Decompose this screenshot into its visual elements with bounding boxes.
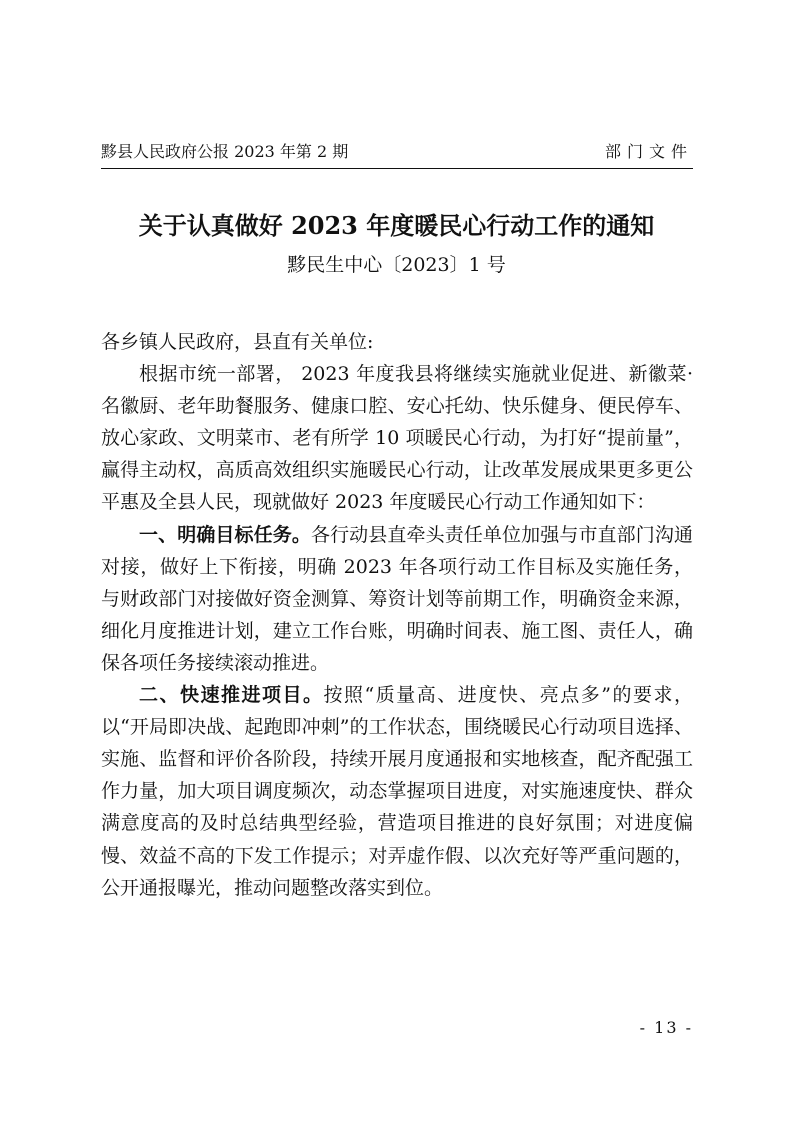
section-label: 部门文件 [604,142,693,161]
page-header [101,140,693,164]
page-number: - 13 - [639,1018,693,1037]
section-2-text: 按照“质量高、进度快、亮点多”的要求，以“开局即决战、起跑即冲刺”的工作状态，围绕暖民心行动项目选择、实施、监督和评价各阶段，持续开展月度通报和实地核查，配齐配强工作力量，加大项目调度频次，动态掌握项目进度，对实施速度快、群众满意度高的及时总结典型经验，营造项目推进的良好氛围；对进度偏慢、效益不高的下发工作提示；对弄虚作假、以次充好等严重问题的，公开通报曝光，推动问题整改落实到位。 [101,684,693,899]
bulletin-issue-label: 黟县人民政府公报 2023 年第 2 期 [101,142,349,161]
document-body [101,326,693,904]
section-2-paragraph [101,679,693,904]
document-number: 黟民生中心〔2023〕1 号 [287,254,506,276]
header-divider [101,168,693,169]
section-1-heading: 一、明确目标任务。 [139,523,311,546]
section-1-text: 各行动县直牵头责任单位加强与市直部门沟通对接，做好上下衔接，明确 2023 年各项行动工作目标及实施任务，与财政部门对接做好资金测算、筹资计划等前期工作，明确资金来源，细化月度推进计划，建立工作台账，明确时间表、施工图、责任人，确保各项任务接续滚动推进。 [101,523,693,674]
document-title: 关于认真做好 2023 年度暖民心行动工作的通知 [138,211,655,240]
salutation: 各乡镇人民政府，县直有关单位: [101,331,374,353]
intro-paragraph: 根据市统一部署， 2023 年度我县将继续实施就业促进、新徽菜·名徽厨、老年助餐服务、健康口腔、安心托幼、快乐健身、便民停车、放心家政、文明菜市、老有所学 10 项暖民心行动，为打好“提前量”，赢得主动权，高质高效组织实施暖民心行动，让改革发展成果更多更公平惠及全县人民，现就做好 2023 年度暖民心行动工作通知如下： [101,363,693,514]
section-2-heading: 二、快速推进项目。 [139,684,324,707]
section-1-paragraph [101,519,693,679]
